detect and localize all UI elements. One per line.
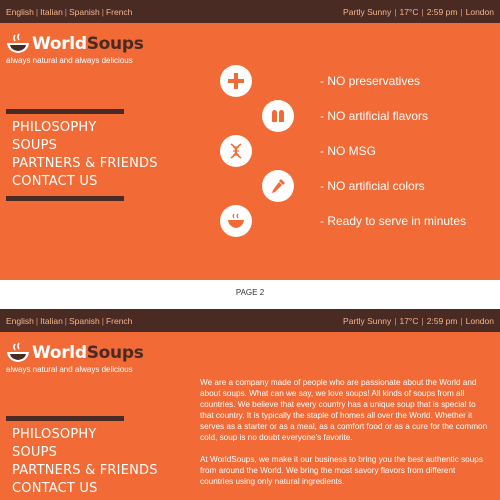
lang-french[interactable]: French: [105, 6, 133, 17]
nav-item-philosophy[interactable]: PHILOSOPHY: [12, 427, 97, 442]
temperature-text: 17°C: [399, 315, 419, 326]
weather-time-info: Partly Sunny | 17°C | 2:59 pm | London: [343, 6, 494, 17]
brand-logo[interactable]: [6, 33, 144, 65]
main-nav-2: [6, 416, 158, 500]
feature-item: [220, 65, 421, 97]
nav-item-philosophy[interactable]: PHILOSOPHY: [12, 120, 97, 135]
lang-english[interactable]: English: [6, 6, 34, 17]
lang-spanish[interactable]: Spanish: [69, 315, 100, 326]
brand-name-soups: Soups: [86, 34, 144, 54]
weather-time-info-2: Partly Sunny | 17°C | 2:59 pm | London: [343, 315, 494, 326]
feature-label: - NO artificial flavors: [320, 109, 429, 123]
dna-icon: [220, 135, 252, 167]
lang-english[interactable]: English: [6, 315, 34, 326]
time-text: 2:59 pm: [426, 315, 458, 326]
soup-bowl-icon: [6, 342, 30, 364]
brand-tagline: always natural and always delicious: [6, 365, 133, 374]
about-paragraph-1: We are a company made of people who are passionate about the World and about soups. What can we say, we love soups! All kinds of soups from all countries. We believe that every country has a unique soup that is special to that country. It is typically the staple of homes all over the World. Whether it serves as a starter or as a meal, as a comfort food or as a cure for the common cold, soup is no doubt everyone's favorite.: [200, 378, 488, 442]
about-text: [200, 377, 490, 498]
nav-item-contact[interactable]: CONTACT US: [12, 481, 98, 496]
page-1-hero: [0, 23, 500, 280]
feature-label: - NO MSG: [320, 144, 376, 158]
salt-pepper-icon: [262, 100, 294, 132]
page-label: PAGE 2: [235, 288, 265, 297]
top-bar: [0, 0, 500, 23]
brand-name-world: World: [32, 34, 87, 54]
about-paragraph-2: At WorldSoups, we make it our business to bring you the best authentic soups from around the World. We bring the most savory flavors from different countries using only natural ingredients.: [200, 455, 483, 486]
brand-logo-2[interactable]: [6, 342, 144, 374]
main-nav: [6, 109, 158, 201]
dropper-icon: [262, 170, 294, 202]
nav-item-soups[interactable]: SOUPS: [12, 138, 58, 153]
lang-italian[interactable]: Italian: [40, 315, 63, 326]
lang-spanish[interactable]: Spanish: [69, 6, 100, 17]
city-text: London: [465, 315, 494, 326]
temperature-text: 17°C: [399, 6, 419, 17]
brand-name-world: World: [32, 343, 87, 363]
feature-item: [262, 170, 425, 202]
language-switcher: English | Italian | Spanish | French: [6, 6, 133, 17]
feature-item: [262, 100, 429, 132]
language-switcher-2: English | Italian | Spanish | French: [6, 315, 133, 326]
lang-italian[interactable]: Italian: [40, 6, 63, 17]
feature-item: [220, 135, 376, 167]
feature-label: - Ready to serve in minutes: [320, 214, 467, 228]
nav-item-partners[interactable]: PARTNERS & FRIENDS: [12, 463, 158, 478]
feature-item: [220, 205, 467, 237]
weather-text: Partly Sunny: [343, 315, 392, 326]
brand-name-soups: Soups: [86, 343, 144, 363]
weather-text: Partly Sunny: [343, 6, 392, 17]
nav-item-partners[interactable]: PARTNERS & FRIENDS: [12, 156, 158, 171]
brand-tagline: always natural and always delicious: [6, 56, 133, 65]
time-text: 2:59 pm: [426, 6, 458, 17]
bowl-icon: [220, 205, 252, 237]
nav-bottom-bar: [6, 196, 124, 201]
plus-icon: [220, 65, 252, 97]
feature-label: - NO artificial colors: [320, 179, 425, 193]
soup-bowl-icon: [6, 33, 30, 55]
nav-item-contact[interactable]: CONTACT US: [12, 174, 98, 189]
feature-label: - NO preservatives: [320, 74, 421, 88]
lang-french[interactable]: French: [105, 315, 133, 326]
nav-item-soups[interactable]: SOUPS: [12, 445, 58, 460]
top-bar-2: [0, 309, 500, 332]
city-text: London: [465, 6, 494, 17]
